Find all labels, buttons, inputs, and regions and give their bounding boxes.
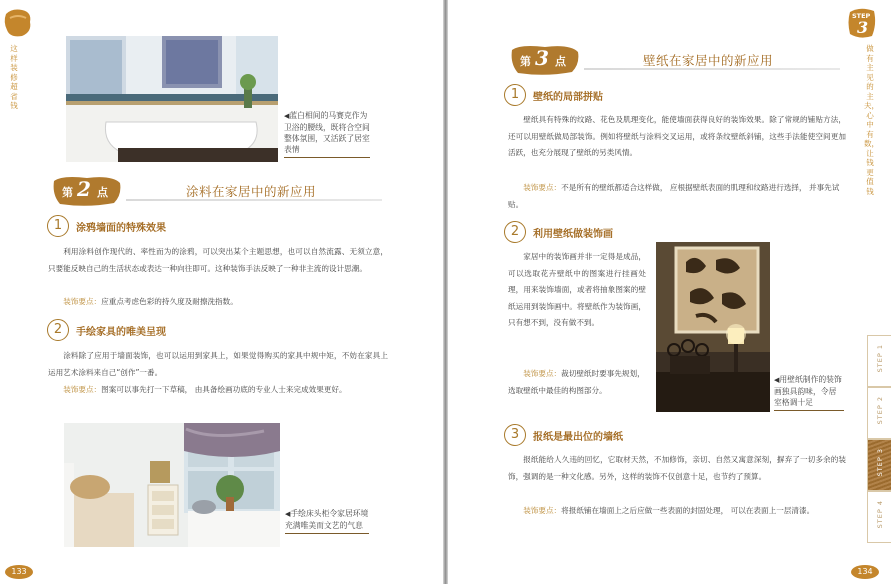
caption-arrow-icon: ◀ — [774, 376, 780, 384]
section-title: 壁纸在家居中的新应用 — [643, 53, 774, 68]
section-badge: 第 3 点 — [510, 44, 580, 76]
section-2-header — [52, 175, 382, 207]
subsection-title: 利用壁纸做装饰画 — [533, 229, 613, 240]
section-rule — [126, 199, 382, 201]
tab-step-1[interactable]: STEP 1 — [867, 335, 891, 387]
tip-2: 装饰要点：裁切壁纸时要事先规划， 选取壁纸中最佳的构图部分。 — [508, 369, 645, 395]
tip-3: 装饰要点：将报纸铺在墙面上之后应做一些表面的封固处理， 可以在表面上一层清漆。 — [523, 506, 815, 515]
left-page-number: 133 — [4, 564, 34, 580]
section-rule — [584, 68, 840, 70]
left-page — [0, 0, 443, 584]
paragraph-handpainted: 涂料除了应用于墙面装饰，也可以运用到家具上，如果觉得购买的家具中规中矩，不妨在家具上运用艺术涂料来自己“创作”一番。 — [48, 351, 388, 377]
number-circle: 1 — [504, 84, 526, 106]
number-circle: 3 — [504, 424, 526, 446]
tab-step-3[interactable]: STEP 3 — [867, 439, 891, 491]
subsection-title: 手绘家具的唯美呈现 — [76, 327, 166, 338]
tab-step-4[interactable]: STEP 4 — [867, 491, 891, 543]
subsection-1-heading — [504, 84, 704, 108]
paragraph-newspaper: 报纸能给人久违的回忆，它取材天然，不加修饰，亲切、自然又寓意深刻，摒弃了一切多余的装饰，强调的是一种文化感。另外，这样的装饰不仅创意十足，也节约了预算。 — [508, 455, 846, 481]
section-title: 涂料在家居中的新应用 — [186, 184, 317, 199]
tip-1: 装饰要点：应重点考虑色彩的持久度及耐擦洗指数。 — [63, 297, 238, 306]
section-3-header — [510, 44, 840, 76]
section-badge: 第 2 点 — [52, 175, 122, 207]
paragraph-partial-paste: 壁纸具有特殊的纹路、花色及肌理变化，能使墙面获得良好的装饰效果。除了常规的铺贴方法，还可以用壁纸做局部装饰。例如将壁纸与涂料交叉运用，或将条纹壁纸斜铺，这些手法能使空间更加活跃，也充分展现了壁纸的另类风情。 — [508, 115, 846, 157]
subsection-1-heading — [47, 215, 247, 239]
brush-logo-icon — [2, 6, 34, 40]
tip-1: 装饰要点：不是所有的壁纸都适合这样做， 应根据壁纸表面的肌理和纹路进行选择， 并事先试贴。 — [508, 183, 840, 209]
tip-2: 装饰要点：图案可以事先打一下草稿， 由具备绘画功底的专业人士来完成效果更好。 — [63, 385, 347, 394]
number-circle: 1 — [47, 215, 69, 237]
subsection-title: 涂鸦墙面的特殊效果 — [76, 223, 166, 234]
bedroom-photo — [64, 423, 280, 547]
paragraph-graffiti: 利用涂料创作现代的、率性而为的涂鸦，可以突出某个主题思想，也可以自然流露、无须立意，只要能反映自己的生活状态或表达一种向往即可。这种装饰手法反映了一种非主流的设计思潮。 — [48, 247, 388, 273]
caption-arrow-icon: ◀ — [285, 510, 291, 518]
subsection-title: 报纸是最出位的墙纸 — [533, 432, 623, 443]
step-badge-icon: STEP 3 — [846, 6, 878, 40]
subsection-2-heading — [47, 319, 247, 343]
bedroom-caption: ◀手绘床头柜令家居环境充满唯美而文艺的气息 — [285, 508, 369, 534]
caption-arrow-icon: ◀ — [284, 112, 290, 120]
wallpaper-art-caption: ◀用壁纸制作的装饰画独具韵味，令居室格调十足 — [774, 374, 844, 411]
bathroom-caption: ◀蓝白相间的马赛克作为卫浴的腰线，既将合空间整体氛围，又活跃了居室表情 — [284, 110, 370, 158]
number-circle: 2 — [504, 221, 526, 243]
right-page-number: 134 — [850, 564, 880, 580]
left-vertical-text: 这样装修超省钱 — [10, 44, 18, 110]
subsection-3-heading — [504, 424, 704, 448]
paragraph-wallpaper-art: 家居中的装饰画并非一定得是成品，可以选取花卉壁纸中的图案进行挂画处理，用来装饰墙面，或者将抽象图案的壁纸运用到装饰画中。将壁纸作为装饰画，只有想不到，没有做不到。 — [508, 252, 646, 327]
right-vertical-text: 做有主见的主夫，心中有数，让钱更值钱 — [864, 44, 879, 196]
number-circle: 2 — [47, 319, 69, 341]
bathroom-photo — [66, 36, 278, 162]
tab-step-2[interactable]: STEP 2 — [867, 387, 891, 439]
subsection-title: 壁纸的局部拼贴 — [533, 92, 603, 103]
right-page — [448, 0, 891, 584]
wallpaper-art-photo — [656, 242, 770, 412]
